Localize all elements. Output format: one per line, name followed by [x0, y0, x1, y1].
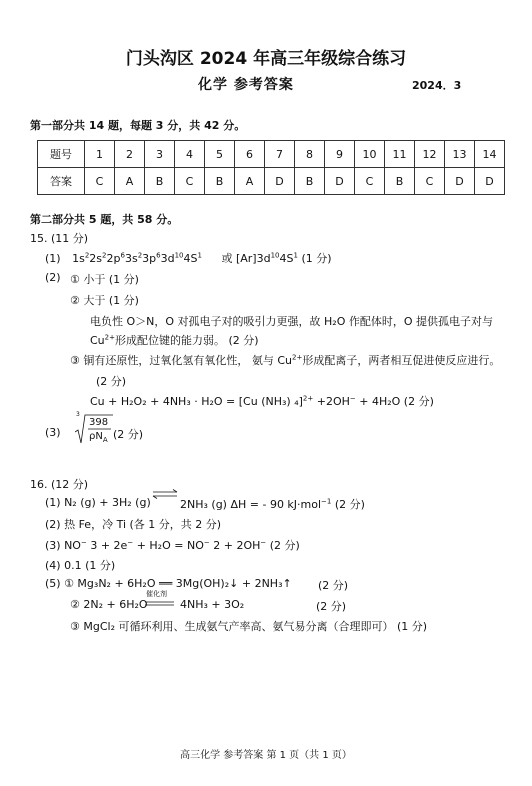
question-number: 1 — [85, 141, 115, 168]
answer-cell: C — [175, 168, 205, 195]
question-number: 7 — [265, 141, 295, 168]
q16-part5-sub2-left: ② 2N₂ + 6H₂O — [70, 598, 148, 611]
row-label-answers: 答案 — [38, 168, 85, 195]
answer-cell: D — [265, 168, 295, 195]
catalyst-label: 催化剂 — [146, 590, 167, 598]
question-number: 6 — [235, 141, 265, 168]
electron-configuration: $1s^22s^22p^63s^23p^63d^{10}4S^1$ — [72, 251, 202, 265]
q16-part3: (3) NO− 3 + 2e− + H₂O = NO− 2 + 2OH− (2 分) — [45, 538, 300, 552]
answer-cell: B — [385, 168, 415, 195]
page-title: 门头沟区 2024 年高三年级综合练习 — [125, 49, 407, 69]
alt-configuration: 或 $[Ar]3d^{10}4S^1$ — [221, 251, 298, 265]
q16-part5-sub2-right: 4NH₃ + 3O₂ — [180, 598, 245, 611]
row-label-numbers: 题号 — [38, 141, 85, 168]
q15-p1-score: (1 分) — [301, 252, 332, 265]
q15-p2-label: (2) — [45, 271, 61, 284]
q15-p1-label: (1) — [45, 252, 61, 265]
part1-header: 第一部分共 14 题，每题 3 分，共 42 分。 — [30, 119, 246, 132]
denominator: $\rho N_A$ — [89, 431, 108, 444]
answer-table — [37, 140, 505, 195]
q15-p2-sub1: ① 小于 (1 分) — [70, 273, 139, 286]
q15-p2-explanation-line1: 电负性 O＞N，O 对孤电子对的吸引力更强，故 H₂O 作配体时，O 提供孤电子对与 — [90, 315, 494, 328]
question-number: 11 — [385, 141, 415, 168]
answer-cell: D — [325, 168, 355, 195]
q15-p2-sub2: ② 大于 (1 分) — [70, 294, 139, 307]
answer-cell: B — [145, 168, 175, 195]
question-number: 9 — [325, 141, 355, 168]
question-number: 12 — [415, 141, 445, 168]
q15-equation: Cu + H₂O₂ + 4NH₃ · H₂O = [Cu (NH₃) ₄]$^{2+}$ +2OH− + 4H₂O (2 分) — [90, 394, 434, 408]
question-number: 4 — [175, 141, 205, 168]
q16-heading: 16. (12 分) — [30, 478, 89, 491]
question-number: 8 — [295, 141, 325, 168]
answer-cell: D — [475, 168, 505, 195]
q16-part5-sub1: (5) ① Mg₃N₂ + 6H₂O ══ 3Mg(OH)₂↓ + 2NH₃↑ — [45, 577, 292, 590]
q16-part4: (4) 0.1 (1 分) — [45, 559, 116, 572]
part2-header: 第二部分共 5 题，共 58 分。 — [30, 213, 179, 226]
numerator: 398 — [89, 417, 109, 428]
q16-part2: (2) 热 Fe，冷 Ti (各 1 分，共 2 分) — [45, 518, 222, 531]
answer-cell: C — [355, 168, 385, 195]
question-number: 14 — [475, 141, 505, 168]
q15-p2-sub3-score: (2 分) — [96, 375, 127, 388]
root-index: 3 — [76, 411, 80, 418]
q15-p2-sub3: ③ 铜有还原性，过氧化氢有氧化性， 氨与 $Cu^{2+}$形成配离子，两者相互促进使反应进行。 — [70, 353, 501, 367]
q15-part1 — [45, 250, 332, 266]
answer-cell: B — [205, 168, 235, 195]
q15-p2-explanation-line2: $Cu^{2+}$形成配位键的能力弱。 (2 分) — [90, 333, 259, 347]
question-number: 10 — [355, 141, 385, 168]
question-number: 13 — [445, 141, 475, 168]
catalyst-arrow-icon — [145, 599, 175, 607]
question-number: 5 — [205, 141, 235, 168]
answer-cell: C — [415, 168, 445, 195]
q16-part5-sub2-score: (2 分) — [316, 600, 347, 613]
q16-part1-left: (1) N₂ (g) + 3H₂ (g) — [45, 496, 151, 509]
date: 2024．3 — [412, 79, 462, 92]
table-row-answers — [38, 168, 505, 195]
answer-cell: C — [85, 168, 115, 195]
cube-root-formula — [75, 412, 115, 446]
answer-cell: A — [235, 168, 265, 195]
q16-part5-sub1-score: (2 分) — [318, 579, 349, 592]
question-number: 2 — [115, 141, 145, 168]
answer-cell: B — [295, 168, 325, 195]
q16-part5-sub3: ③ MgCl₂ 可循环利用、生成氨气产率高、氨气易分离（合理即可） (1 分) — [70, 620, 428, 633]
q15-p3-label: (3) — [45, 426, 61, 439]
answer-cell: A — [115, 168, 145, 195]
page-subtitle: 化学 参考答案 — [198, 77, 294, 93]
page-footer: 高三化学 参考答案 第 1 页（共 1 页） — [180, 750, 352, 761]
q15-heading: 15. (11 分) — [30, 232, 89, 245]
question-number: 3 — [145, 141, 175, 168]
answer-cell: D — [445, 168, 475, 195]
q16-part1-right: 2NH₃ (g) ΔH = - 90 kJ·mol$^{-1}$ (2 分) — [180, 497, 365, 511]
q15-p3-score: (2 分) — [113, 428, 144, 441]
table-row-numbers — [38, 141, 505, 168]
reversible-arrow-icon — [152, 489, 178, 499]
